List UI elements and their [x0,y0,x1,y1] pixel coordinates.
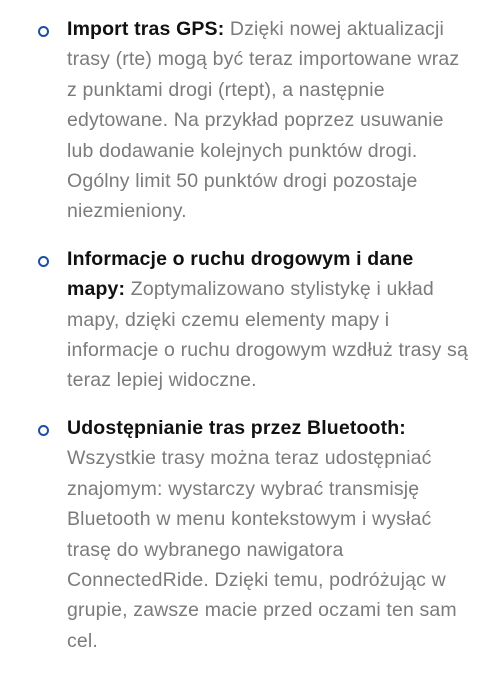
feature-heading: Udostępnianie tras przez Bluetooth: [67,416,406,439]
feature-heading: Import tras GPS: [67,18,225,40]
bullet-circle-icon [38,425,49,436]
feature-description: Wszystkie trasy można teraz udostępniać znajomym: wystarczy wybrać transmisję Bluetooth w menu kontekstowym i wysłać trasę do wybranego nawigatora ConnectedRide. Dzięki temu, podróżując w grupie, zawsze macie przed oczami ten sam cel. [67,447,457,652]
bullet-circle-icon [38,26,49,37]
feature-description: Dzięki nowej aktualizacji trasy (rte) mogą być teraz importowane wraz z punktami drogi (rtept), a następnie edytowane. Na przykład poprzez usuwanie lub dodawanie kolejnych punktów drogi. Ogólny limit 50 punktów drogi pozostaje niezmieniony. [67,18,460,223]
feature-item-traffic-map [0,244,498,396]
feature-item-bluetooth-sharing [0,413,498,656]
feature-description: Zoptymalizowano stylistykę i układ mapy, dzięki czemu elementy mapy i informacje o ruchu drogowym wzdłuż trasy są teraz lepiej widoczne. [67,278,468,392]
feature-item-gps-import [0,0,498,227]
bullet-circle-icon [38,256,49,267]
feature-heading: Informacje o ruchu drogowym i dane mapy: [67,247,414,301]
